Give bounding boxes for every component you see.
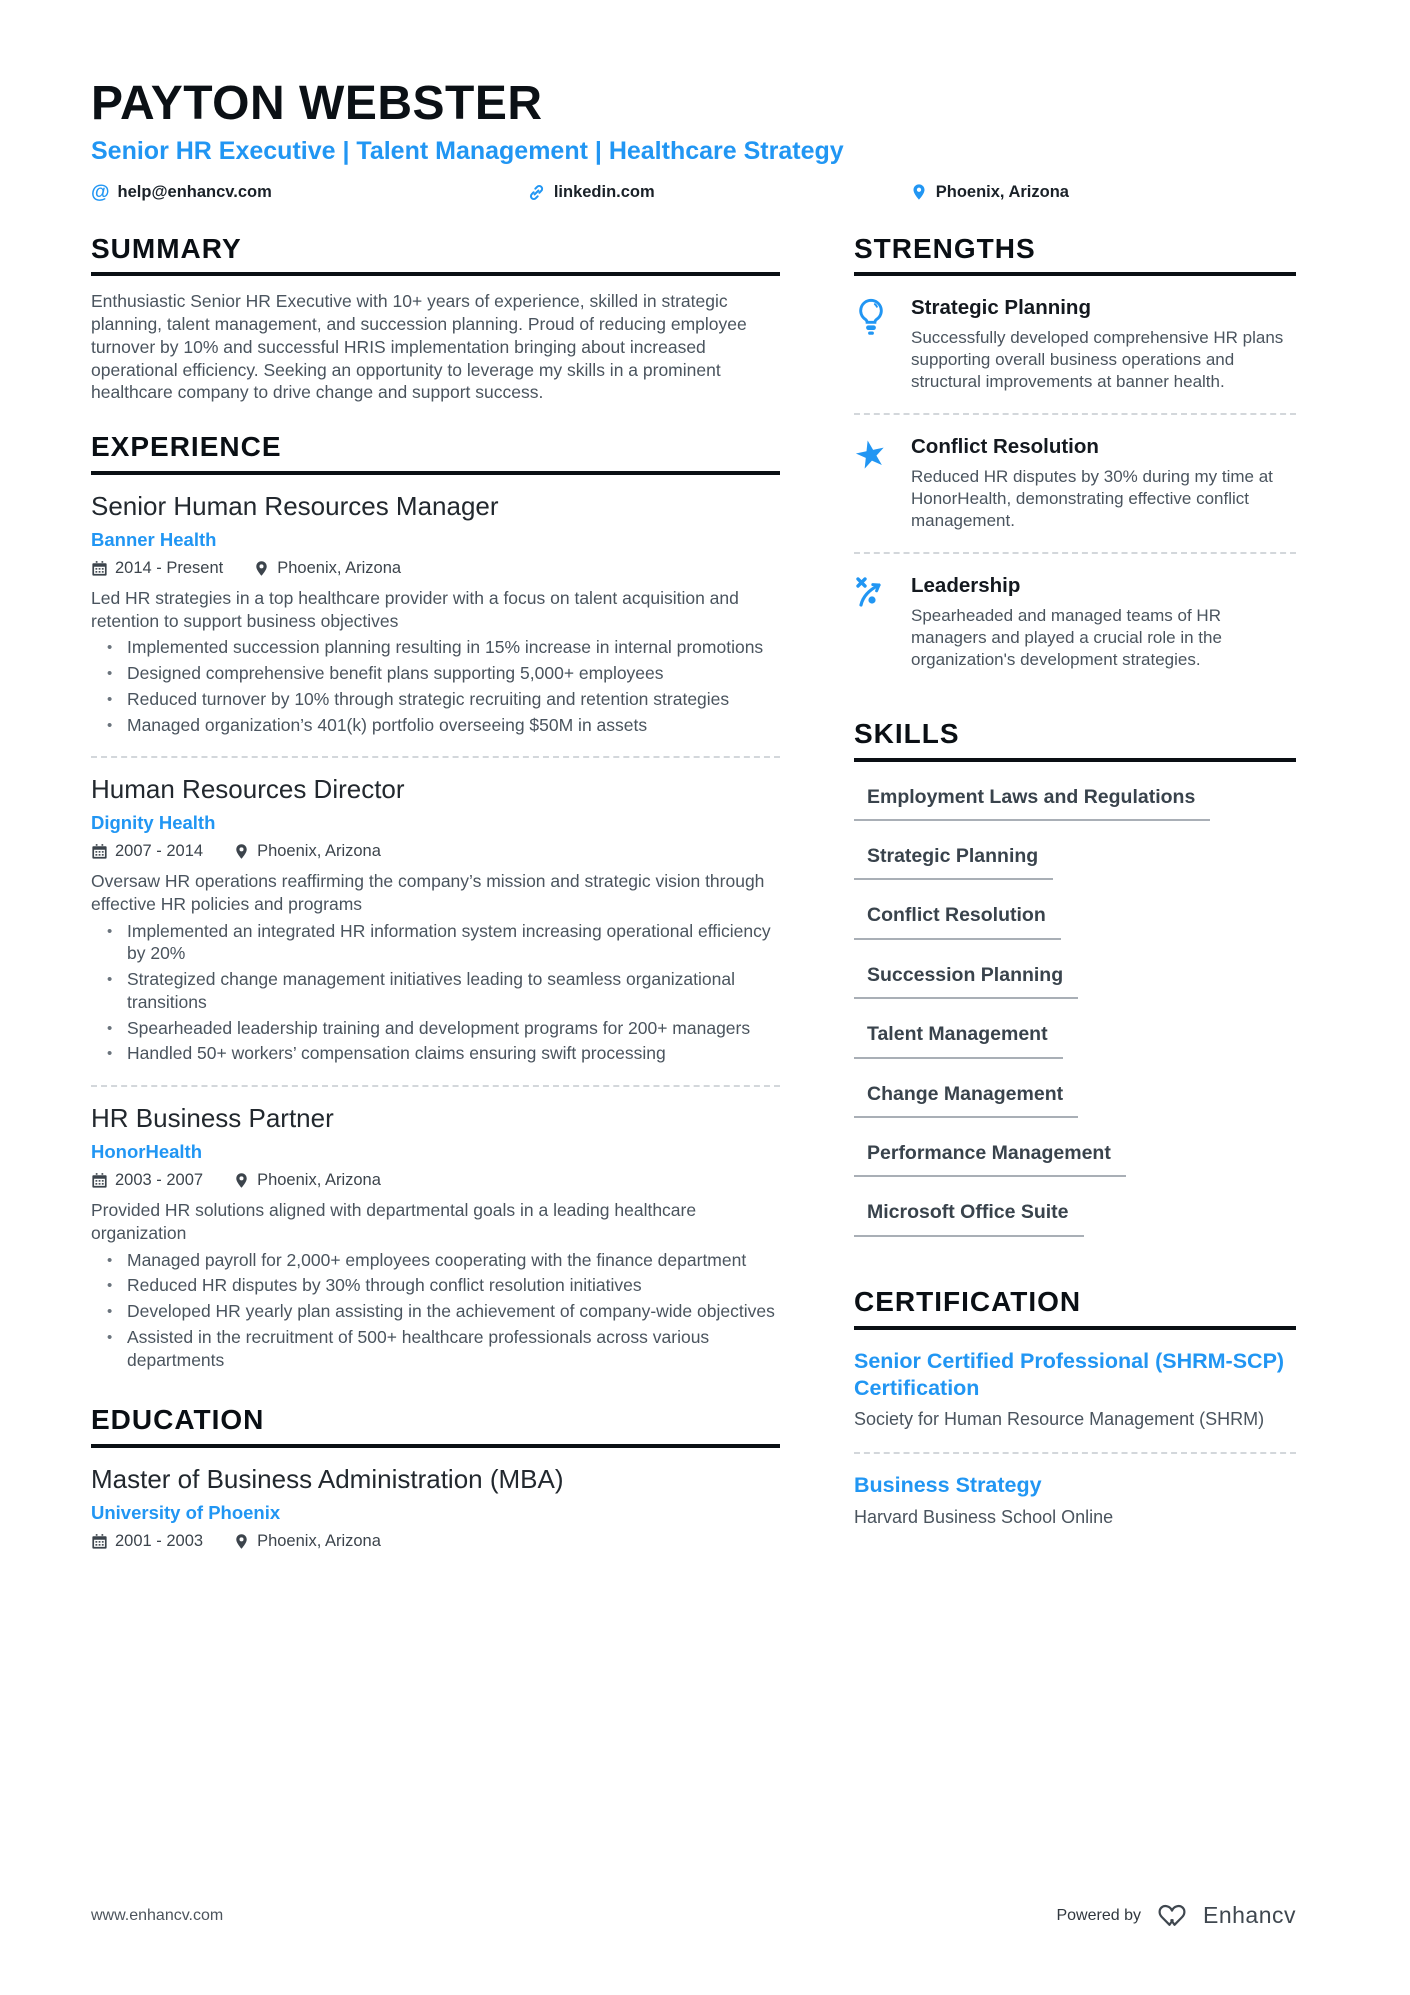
job-entry <box>91 492 780 736</box>
education-dates <box>91 1532 203 1551</box>
section-certification <box>854 1287 1296 1529</box>
job-bullet: • Managed payroll for 2,000+ employees cooperating with the finance department <box>115 1249 780 1272</box>
strengths-heading: STRENGTHS <box>854 234 1296 277</box>
resume-header <box>91 78 1296 202</box>
enhancv-logo-icon <box>1154 1903 1190 1928</box>
job-location-label: Phoenix, Arizona <box>277 558 402 577</box>
education-dates-label: 2001 - 2003 <box>115 1532 204 1551</box>
strength-title: Leadership <box>911 574 1021 598</box>
experience-heading: EXPERIENCE <box>91 432 780 475</box>
skills-heading: SKILLS <box>854 719 1296 762</box>
job-company[interactable]: HonorHealth <box>91 1141 202 1163</box>
lightbulb-icon <box>854 296 894 393</box>
calendar-icon <box>91 1172 108 1189</box>
powered-by[interactable] <box>1056 1902 1296 1929</box>
job-description: Led HR strategies in a top healthcare provider with a focus on talent acquisition and retention to support business objectives <box>91 587 739 631</box>
contact-email[interactable] <box>91 183 272 202</box>
education-location-label: Phoenix, Arizona <box>257 1532 381 1551</box>
contact-location <box>910 183 1069 202</box>
page-footer <box>91 1902 1296 1995</box>
strength-item <box>854 296 1296 393</box>
job-title: Human Resources Director <box>91 774 405 805</box>
skill-item[interactable]: Succession Planning <box>854 964 1296 999</box>
link-icon <box>527 183 546 202</box>
divider <box>91 1085 780 1087</box>
section-skills <box>854 719 1296 1237</box>
strength-title: Conflict Resolution <box>911 435 1099 459</box>
job-location <box>253 559 401 578</box>
skill-item[interactable]: Conflict Resolution <box>854 904 1296 939</box>
job-bullet: • Developed HR yearly plan assisting in the achievement of company-wide objectives <box>115 1300 780 1323</box>
job-location-label: Phoenix, Arizona <box>257 842 381 861</box>
job-dates <box>91 559 223 578</box>
job-bullets <box>91 920 780 1066</box>
certification-title[interactable]: Senior Certified Professional (SHRM-SCP) Certification <box>854 1348 1285 1400</box>
skill-item[interactable]: Performance Management <box>854 1142 1296 1177</box>
job-bullet: • Assisted in the recruitment of 500+ healthcare professionals across various departments <box>115 1326 780 1372</box>
job-bullet: • Managed organization’s 401(k) portfolio overseeing $50M in assets <box>115 714 780 737</box>
strength-text: Spearheaded and managed teams of HR managers and played a crucial role in the organization's development strategies. <box>911 605 1222 669</box>
school-name[interactable]: University of Phoenix <box>91 1502 281 1524</box>
at-icon: @ <box>91 181 110 203</box>
job-location <box>233 842 381 861</box>
certification-item <box>854 1348 1296 1432</box>
strength-content <box>911 296 1296 393</box>
calendar-icon <box>91 1533 108 1550</box>
enhancv-brand-name: Enhancv <box>1202 1902 1296 1928</box>
certification-title[interactable]: Business Strategy <box>854 1472 1042 1497</box>
divider <box>91 756 780 758</box>
person-name: PAYTON WEBSTER <box>91 77 543 130</box>
section-education <box>91 1405 780 1551</box>
contact-linkedin[interactable] <box>527 183 655 202</box>
job-location-label: Phoenix, Arizona <box>257 1171 381 1190</box>
strength-title: Strategic Planning <box>911 296 1091 320</box>
skill-item[interactable]: Change Management <box>854 1083 1296 1118</box>
job-dates <box>91 842 203 861</box>
linkedin-label: linkedin.com <box>553 182 655 201</box>
tactics-icon <box>854 574 894 671</box>
certification-heading: CERTIFICATION <box>854 1287 1296 1330</box>
job-bullets <box>91 636 780 736</box>
job-dates-label: 2007 - 2014 <box>115 842 204 861</box>
job-meta <box>91 842 780 861</box>
strength-text: Reduced HR disputes by 30% during my time at HonorHealth, demonstrating effective conflict management. <box>911 466 1273 530</box>
certification-item <box>854 1472 1296 1529</box>
strength-text: Successfully developed comprehensive HR plans supporting overall business operations and structural improvements at banner health. <box>911 327 1284 392</box>
person-headline: Senior HR Executive | Talent Management | Healthcare Strategy <box>91 136 844 165</box>
job-bullets <box>91 1249 780 1372</box>
strength-content <box>911 574 1296 671</box>
contact-row <box>91 183 1069 202</box>
divider <box>854 413 1296 415</box>
location-icon <box>910 183 928 201</box>
skill-item[interactable]: Microsoft Office Suite <box>854 1201 1296 1236</box>
education-location <box>233 1532 381 1551</box>
job-bullet: • Designed comprehensive benefit plans supporting 5,000+ employees <box>115 662 780 685</box>
job-dates-label: 2014 - Present <box>115 558 224 577</box>
right-column <box>849 232 1296 1551</box>
columns <box>91 234 1296 1551</box>
job-meta <box>91 1171 780 1190</box>
star-icon: ★ <box>849 430 892 480</box>
strength-item <box>849 430 1296 532</box>
left-column <box>91 234 780 1551</box>
summary-text: Enthusiastic Senior HR Executive with 10+ years of experience, skilled in strategic planning, talent management, and succession planning. Proud of reducing employee turnover by 10% and successful HRIS implementation bringing about increased operational efficiency. Seeking an opportunity to leverage my skills in a prominent healthcare company to drive change and support success. <box>91 291 747 403</box>
job-description: Provided HR solutions aligned with departmental goals in a leading healthcare organization <box>91 1200 697 1243</box>
skill-item[interactable]: Employment Laws and Regulations <box>854 786 1296 821</box>
job-bullet: • Reduced turnover by 10% through strategic recruiting and retention strategies <box>115 688 780 711</box>
job-company[interactable]: Dignity Health <box>91 812 216 834</box>
calendar-icon <box>91 560 108 577</box>
section-summary <box>91 234 780 405</box>
location-icon <box>253 560 270 577</box>
skill-item[interactable]: Talent Management <box>854 1023 1296 1058</box>
location-label: Phoenix, Arizona <box>935 182 1069 201</box>
location-icon <box>233 1533 250 1550</box>
job-title: HR Business Partner <box>91 1103 334 1134</box>
job-dates <box>91 1171 203 1190</box>
section-strengths <box>849 232 1296 671</box>
job-entry <box>91 775 780 1065</box>
job-bullet: • Reduced HR disputes by 30% through conflict resolution initiatives <box>115 1274 780 1297</box>
job-description: Oversaw HR operations reaffirming the company’s mission and strategic vision through effective HR policies and programs <box>91 871 765 914</box>
job-bullet: • Spearheaded leadership training and development programs for 200+ managers <box>115 1017 780 1040</box>
job-bullet: • Implemented an integrated HR information system increasing operational efficiency by 20% <box>115 920 780 966</box>
job-title: Senior Human Resources Manager <box>91 490 499 521</box>
job-location <box>233 1171 381 1190</box>
powered-by-label: Powered by <box>1056 1906 1141 1924</box>
section-experience <box>91 432 780 1371</box>
job-entry <box>91 1104 780 1371</box>
certification-org: Harvard Business School Online <box>854 1506 1114 1527</box>
website-link[interactable]: www.enhancv.com <box>91 1906 224 1924</box>
job-bullet: • Implemented succession planning resulting in 15% increase in internal promotions <box>115 636 780 659</box>
strength-item <box>854 574 1296 671</box>
certification-org: Society for Human Resource Management (SHRM) <box>854 1409 1265 1430</box>
calendar-icon <box>91 843 108 860</box>
job-dates-label: 2003 - 2007 <box>115 1171 204 1190</box>
education-entry <box>91 1465 780 1551</box>
job-bullet: • Strategized change management initiatives leading to seamless organizational transitions <box>115 968 780 1014</box>
skill-item[interactable]: Strategic Planning <box>854 845 1296 880</box>
divider <box>854 1452 1296 1454</box>
location-icon <box>233 843 250 860</box>
email-label: help@enhancv.com <box>117 182 272 201</box>
summary-heading: SUMMARY <box>91 234 780 277</box>
degree-title: Master of Business Administration (MBA) <box>91 1464 564 1495</box>
divider <box>854 552 1296 554</box>
strength-content <box>911 435 1296 532</box>
job-bullet: • Handled 50+ workers’ compensation claims ensuring swift processing <box>115 1042 780 1065</box>
education-heading: EDUCATION <box>91 1405 780 1448</box>
location-icon <box>233 1172 250 1189</box>
education-meta <box>91 1532 780 1551</box>
job-company[interactable]: Banner Health <box>91 528 217 550</box>
job-meta <box>91 559 780 578</box>
